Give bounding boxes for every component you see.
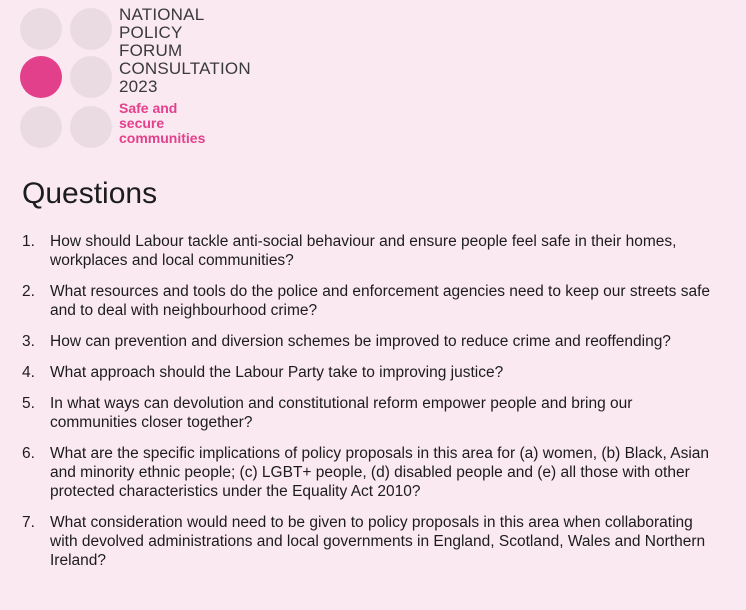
title-line: FORUM — [119, 41, 183, 60]
consultation-title — [119, 6, 251, 146]
question-item — [22, 513, 722, 570]
logo-dot-highlighted — [20, 56, 62, 98]
question-item — [22, 444, 722, 501]
title-line: POLICY — [119, 23, 183, 42]
questions-list — [22, 232, 722, 582]
title-line: 2023 — [119, 77, 158, 96]
question-number: 1. — [22, 233, 35, 250]
subtitle-line: Safe and — [119, 100, 178, 116]
question-text: What consideration would need to be given to policy proposals in this area when collaborating with devolved administrations and local governments in England, Scotland, Wales and Northern Ireland? — [50, 514, 706, 569]
question-text: What approach should the Labour Party take to improving justice? — [50, 364, 504, 381]
logo-dot — [70, 8, 112, 50]
title-line: CONSULTATION — [119, 59, 251, 78]
question-item — [22, 363, 722, 382]
subtitle-line: secure — [119, 115, 165, 131]
question-number: 5. — [22, 395, 35, 412]
question-number: 7. — [22, 514, 35, 531]
topic-subtitle — [119, 101, 251, 146]
logo-dots — [20, 8, 112, 150]
subtitle-line: communities — [119, 130, 206, 146]
title-line: NATIONAL — [119, 5, 205, 24]
question-number: 6. — [22, 445, 35, 462]
question-text: How should Labour tackle anti-social behaviour and ensure people feel safe in their homes, workplaces and local communities? — [50, 233, 677, 269]
logo-dot — [70, 56, 112, 98]
question-text: What resources and tools do the police and enforcement agencies need to keep our streets safe and to deal with neighbourhood crime? — [50, 283, 711, 319]
question-item — [22, 282, 722, 320]
questions-heading: Questions — [22, 177, 158, 210]
question-item — [22, 332, 722, 351]
question-text: In what ways can devolution and constitutional reform empower people and bring our communities closer together? — [50, 395, 633, 431]
question-item — [22, 232, 722, 270]
logo-dot — [70, 106, 112, 148]
logo-dot — [20, 106, 62, 148]
question-number: 2. — [22, 283, 35, 300]
question-text: How can prevention and diversion schemes be improved to reduce crime and reoffending? — [50, 333, 671, 350]
question-number: 3. — [22, 333, 35, 350]
question-item — [22, 394, 722, 432]
document-header — [0, 0, 746, 165]
question-text: What are the specific implications of policy proposals in this area for (a) women, (b) Black, Asian and minority ethnic people; (c) LGBT+ people, (d) disabled people and (e) all those with other protected characteristics under the Equality Act 2010? — [50, 445, 710, 500]
question-number: 4. — [22, 364, 35, 381]
logo-dot — [20, 8, 62, 50]
